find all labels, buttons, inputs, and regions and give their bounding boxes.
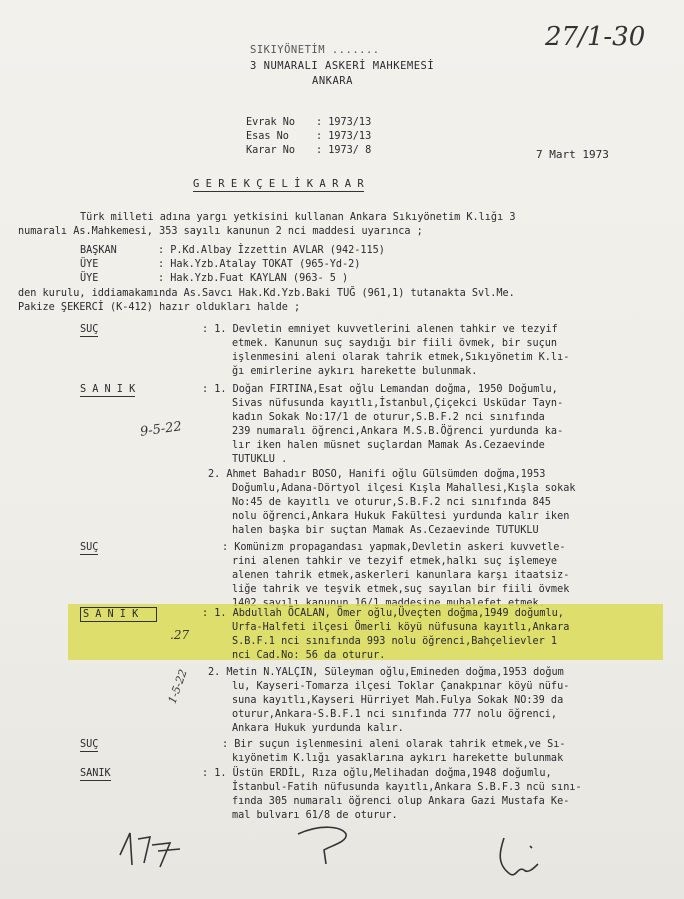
suc2-line: rini alenen tahkir ve tezyif etmek,halkı suç işlemeye <box>232 556 558 567</box>
sanik1-line: No:45 de kayıtlı ve oturur,S.B.F.2 nci sınıfında 845 <box>232 497 551 508</box>
sanik-label-3: SANIK <box>80 768 111 779</box>
suc-label-1: SUÇ <box>80 324 99 335</box>
karar-label: Karar No <box>246 145 296 156</box>
sanik1-line: : 1. Doğan FIRTINA,Esat oğlu Lemandan doğma, 1950 Doğumlu, <box>202 384 558 395</box>
suc1-line: etmek. Kanunun suç saydığı bir fiili övmek, bir suçun <box>232 338 558 349</box>
panel-role-president: BAŞKAN <box>80 245 117 256</box>
sanik1-line: Doğumlu,Adana-Dörtyol ilçesi Kışla Mahallesi,Kışla sokak <box>232 483 576 494</box>
suc-label-2: SUÇ <box>80 542 99 553</box>
evrak-value: : 1973/13 <box>316 117 372 128</box>
sanik1-line: 2. Ahmet Bahadır BOSO, Hanifi oğlu Gülsümden doğma,1953 <box>208 469 546 480</box>
sanik-label-2: S A N I K <box>80 607 157 622</box>
sanik1-line: TUTUKLU . <box>232 454 288 465</box>
suc3-line: : Bir suçun işlenmesini aleni olarak tahrik etmek,ve Sı- <box>222 739 566 750</box>
sanik2-line: Ankara Hukuk yurdunda kalır. <box>232 723 404 734</box>
sanik2-line: lu, Kayseri-Tomarza ilçesi Toklar Çanakpınar köyü nüfu- <box>232 681 570 692</box>
signature-middle <box>290 820 370 870</box>
suc2-line: : Komünizm propagandası yapmak,Devletin askeri kuvvetle- <box>222 542 566 553</box>
suc1-line: : 1. Devletin emniyet kuvvetlerini alenen tahkir ve tezyif <box>202 324 558 335</box>
intro-line-1: Türk milleti adına yargı yetkisini kullanan Ankara Sıkıyönetim K.lığı 3 <box>80 212 516 223</box>
suc1-line: işlenmesini aleni olarak tahrik etmek,Sıkıyönetim K.lı- <box>232 352 570 363</box>
margin-note-1: 9-5-22 <box>139 419 183 440</box>
sanik2-line: S.B.F.1 nci sınıfında 993 nolu öğrenci,Bahçelievler 1 <box>232 636 558 647</box>
intro-line-2: numaralı As.Mahkemesi, 353 sayılı kanunun 2 nci maddesi uyarınca ; <box>18 226 423 237</box>
header-line1: SIKIYÖNETİM ....... <box>250 44 380 56</box>
sanik1-line: halen başka bir suçtan Mamak As.Cezaevinde TUTUKLU <box>232 525 539 536</box>
panel-name-member-2: : Hak.Yzb.Fuat KAYLAN (963- 5 ) <box>158 273 349 284</box>
panel-role-member-2: ÜYE <box>80 273 99 284</box>
evrak-label: Evrak No <box>246 117 296 128</box>
suc3-line: kıyönetim K.lığı yasaklarına aykırı harekette bulunmak <box>232 753 564 764</box>
sanik2-line: nci Cad.No: 56 da oturur. <box>232 650 386 661</box>
panel-tail-line-2: Pakize ŞEKERCİ (K-412) hazır oldukları halde ; <box>18 302 301 313</box>
esas-value: : 1973/13 <box>316 131 372 142</box>
margin-note-2: .27 <box>170 628 190 642</box>
suc2-line: liğe tahrik ve teşvik etmek,suç sayılan bir fiili övmek <box>232 584 570 595</box>
sanik2-line: Urfa-Halfeti ilçesi Ömerli köyü nüfusuna kayıtlı,Ankara <box>232 622 570 633</box>
suc2-line: alenen tahrik etmek,askerleri kanunlara karşı itaatsiz- <box>232 570 570 581</box>
esas-label: Esas No <box>246 131 289 142</box>
suc1-line: ğı emirlerine aykırı harekette bulunmak. <box>232 366 478 377</box>
sanik-label-1: S A N I K <box>80 384 136 395</box>
margin-note-3: 1-5-22 <box>165 667 190 706</box>
sanik3-line: : 1. Üstün ERDİL, Rıza oğlu,Melihadan doğma,1948 doğumlu, <box>202 768 552 779</box>
suc-label-3: SUÇ <box>80 739 99 750</box>
handwritten-reference: 27/1-30 <box>545 22 646 52</box>
panel-name-president: : P.Kd.Albay İzzettin AVLAR (942-115) <box>158 245 385 256</box>
sanik2-line: oturur,Ankara-S.B.F.1 nci sınıfında 777 nolu öğrenci, <box>232 709 558 720</box>
header-city: ANKARA <box>312 75 353 87</box>
sanik3-line: fında 305 numaralı öğrenci olup Ankara Gazi Mustafa Ke- <box>232 796 570 807</box>
sanik2-line: suna kayıtlı,Kayseri Hürriyet Mah.Fulya Sokak NO:39 da <box>232 695 564 706</box>
sanik2-line: : 1. Abdullah ÖCALAN, Ömer oğlu,Üveçten doğma,1949 doğumlu, <box>202 608 564 619</box>
panel-role-member-1: ÜYE <box>80 259 99 270</box>
decision-date: 7 Mart 1973 <box>536 148 609 161</box>
panel-tail-line-1: den kurulu, iddiamakamında As.Savcı Hak.Kd.Yzb.Baki TUĞ (961,1) tutanakta Svl.Me. <box>18 288 515 299</box>
sanik1-line: kadın Sokak No:17/1 de oturur,S.B.F.2 nci sınıfında <box>232 412 545 423</box>
signature-right <box>490 830 560 890</box>
sanik3-line: mal bulvarı 61/8 de oturur. <box>232 810 398 821</box>
sanik1-line: 239 numaralı öğrenci,Ankara M.S.B.Öğrenci yurdunda ka- <box>232 426 564 437</box>
sanik3-line: İstanbul-Fatih nüfusunda kayıtlı,Ankara S.B.F.3 ncü sını- <box>232 782 582 793</box>
sanik1-line: lır iken halen müsnet suçlardan Mamak As.Cezaevinde <box>232 440 545 451</box>
signature-left <box>110 825 190 875</box>
sanik1-line: nolu öğrenci,Ankara Hukuk Fakültesi yurdunda kalır iken <box>232 511 570 522</box>
karar-value: : 1973/ 8 <box>316 145 372 156</box>
header-court-name: 3 NUMARALI ASKERİ MAHKEMESİ <box>250 60 435 72</box>
sanik2-line: 2. Metin N.YALÇIN, Süleyman oğlu,Emineden doğma,1953 doğum <box>208 667 564 678</box>
sanik1-line: Sivas nüfusunda kayıtlı,İstanbul,Çiçekci Usküdar Tayn- <box>232 398 564 409</box>
panel-name-member-1: : Hak.Yzb.Atalay TOKAT (965-Yd-2) <box>158 259 361 270</box>
document-title: G E R E K Ç E L İ K A R A R <box>193 178 364 190</box>
